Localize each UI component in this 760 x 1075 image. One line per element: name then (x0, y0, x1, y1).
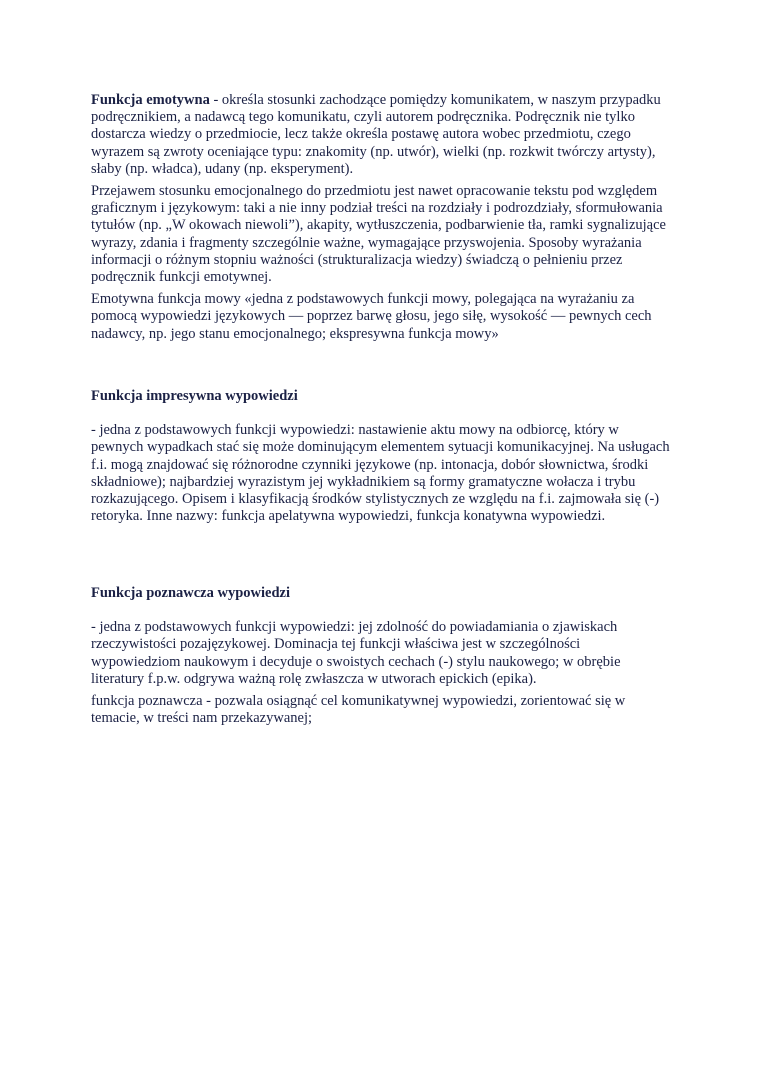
term-funkcja-emotywna: Funkcja emotywna (91, 92, 210, 108)
heading-impresywna: Funkcja impresywna wypowiedzi (91, 388, 298, 404)
section-impresywna (91, 388, 671, 530)
spacer (91, 405, 671, 422)
definition-text: - określa stosunki zachodzące pomiędzy komunikatem, w naszym przypadku podręcznikiem, a nadawcą tego komunikatu, czyli autorem podręcznika. Podręcznik nie tylko dostarcza wiedzy o przedmiocie, lecz także określa postawę autora wobec przedmiotu, czego wyrazem są zwroty oceniające typu: znakomity (np. utwór), wielki (np. rozkwit twórczy artysty), słaby (np. władca), udany (np. eksperyment). (91, 92, 661, 177)
paragraph-poznawcza-definition: - jedna z podstawowych funkcji wypowiedzi: jej zdolność do powiadamiania o zjawiskach rzeczywistości pozajęzykowej. Dominacja tej funkcji właściwa jest w szczególności wypowiedziom naukowym i decyduje o swoistych cechach (-) stylu naukowego; w obrębie literatury f.p.w. odgrywa ważną rolę zwłaszcza w utworach epickich (epika). (91, 619, 621, 687)
paragraph-impresywna-definition: - jedna z podstawowych funkcji wypowiedzi: nastawienie aktu mowy na odbiorcę, który w pewnych wypadkach stać się może dominującym elementem sytuacji komunikacyjnej. Na usługach f.i. mogą znajdować się różnorodne czynniki językowe (np. intonacja, dobór słownictwa, środki składniowe); najbardziej wyrazistym jej wykładnikiem są formy gramatyczne wołacza i trybu rozkazującego. Opisem i klasyfikacją środków stylistycznych ze względu na f.i. zajmowała się (-) retoryka. Inne nazwy: funkcja apelatywna wypowiedzi, funkcja konatywna wypowiedzi. (91, 422, 670, 525)
paragraph-poznawcza-purpose: funkcja poznawcza - pozwala osiągnąć cel komunikatywnej wypowiedzi, zorientować się w temacie, w treści nam przekazywanej; (91, 693, 626, 727)
section-emotywna (91, 92, 671, 348)
heading-poznawcza: Funkcja poznawcza wypowiedzi (91, 585, 290, 601)
paragraph-emotywna-graphics: Przejawem stosunku emocjonalnego do przedmiotu jest nawet opracowanie tekstu pod względem graficznym i językowym: taki a nie inny podział treści na rozdziały i podrozdziały, sformułowania tytułów (np. „W okowach niewoli”), akapity, wytłuszczenia, podbarwienie tła, ramki sygnalizujące wyrazy, zdania i fragmenty szczególnie ważne, wymagające przyswojenia. Sposoby wyrażania informacji o różnym stopniu ważności (strukturalizacja wiedzy) świadczą o pełnieniu przez podręcznik funkcji emotywnej. (91, 183, 666, 286)
paragraph-emotywna-mowy: Emotywna funkcja mowy «jedna z podstawowych funkcji mowy, polegająca na wyrażaniu za pomocą wypowiedzi językowych — poprzez barwę głosu, jego siłę, wysokość — pewnych cech nadawcy, np. jego stanu emocjonalnego; ekspresywna funkcja mowy» (91, 291, 652, 342)
paragraph-emotywna-definition (91, 92, 671, 178)
spacer (91, 602, 671, 619)
section-poznawcza (91, 585, 671, 732)
